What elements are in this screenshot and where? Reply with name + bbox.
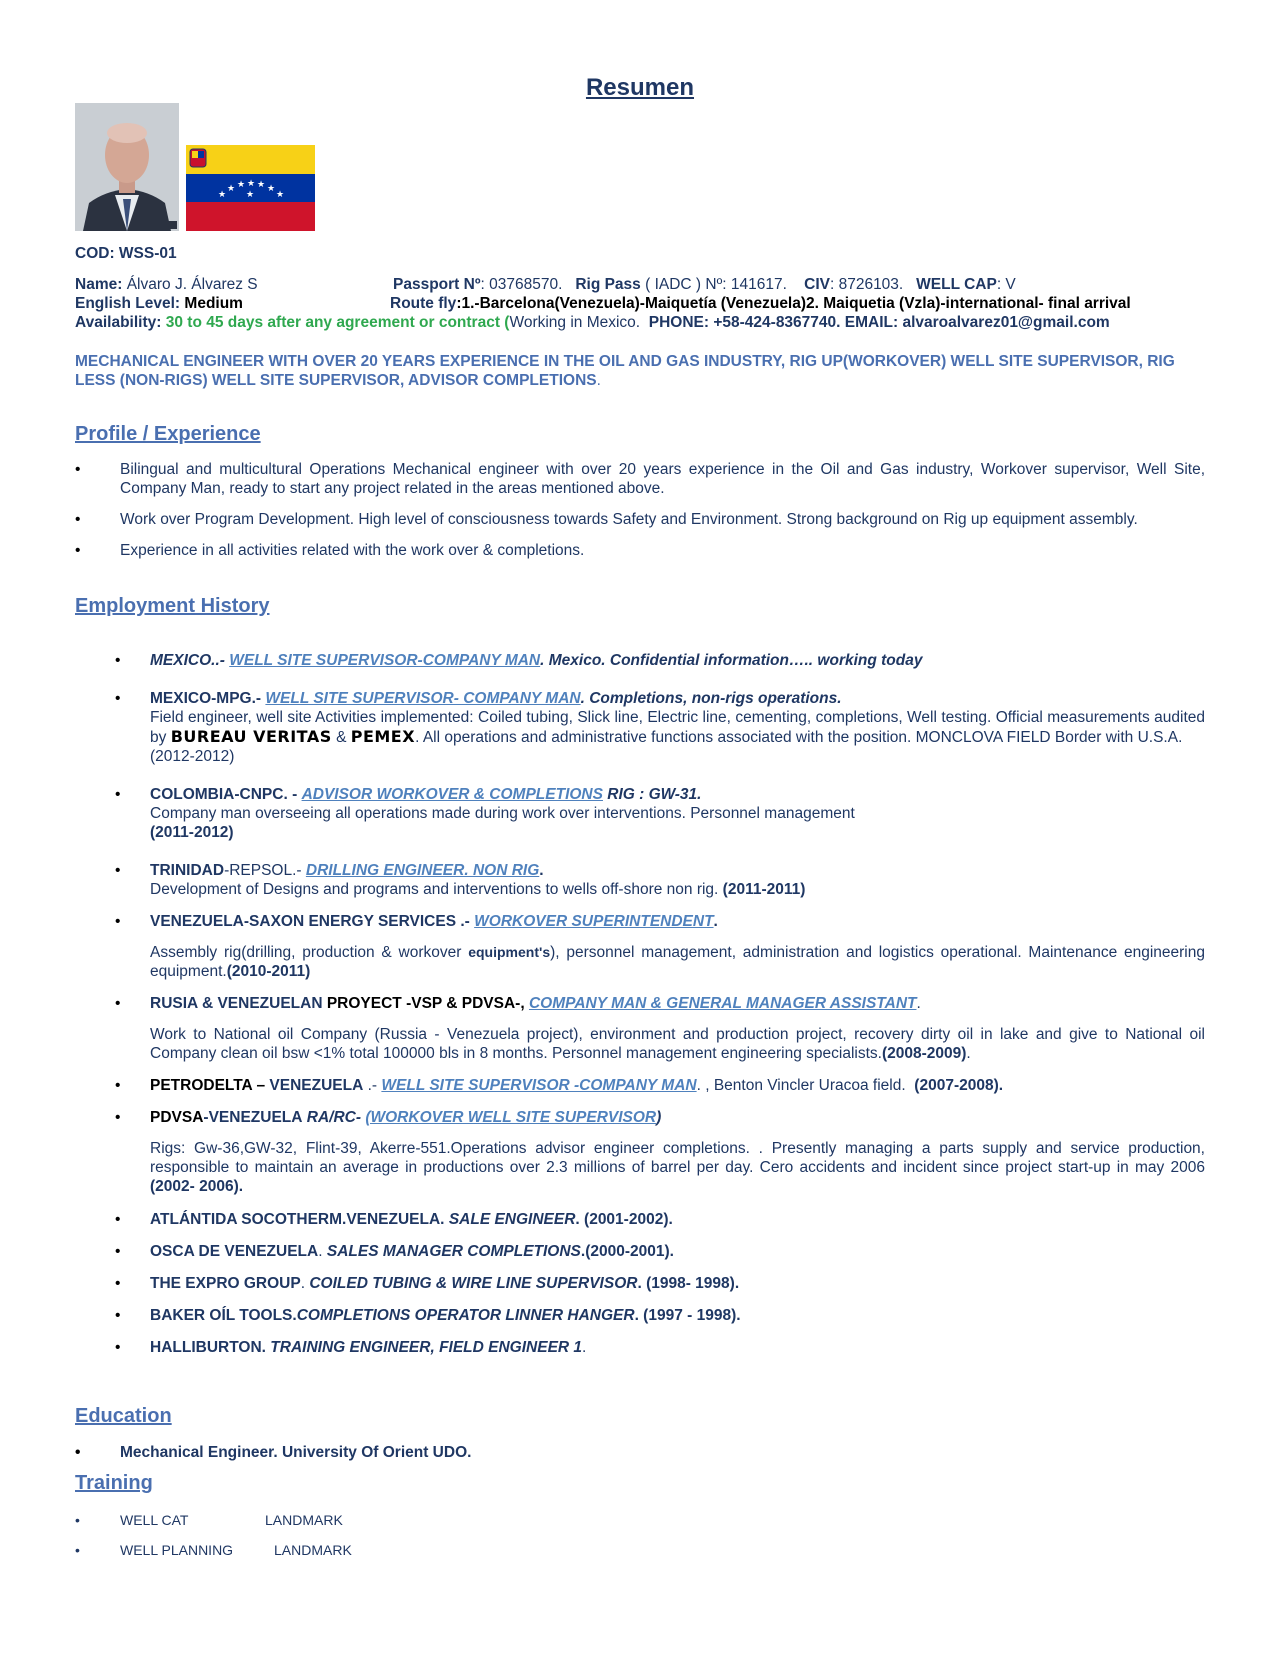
- english-line: English Level: Medium: [75, 295, 243, 312]
- education-heading: Education: [75, 1405, 172, 1427]
- job-entry: • MEXICO..- WELL SITE SUPERVISOR-COMPANY MAN. Mexico. Confidential information….. working today: [115, 651, 1205, 670]
- route-line: Route fly:1.-Barcelona(Venezuela)-Maiquetía (Venezuela)2. Maiquetia (Vzla)-international- final arrival: [390, 295, 1131, 312]
- job-title-link[interactable]: (WORKOVER WELL SITE SUPERVISOR: [365, 1109, 657, 1126]
- profile-heading: Profile / Experience: [75, 423, 261, 445]
- svg-text:★: ★: [247, 179, 256, 189]
- education-list: [75, 1443, 1205, 1462]
- job-entry: • THE EXPRO GROUP. COILED TUBING & WIRE LINE SUPERVISOR. (1998- 1998).: [115, 1274, 1205, 1293]
- svg-text:★: ★: [218, 190, 227, 200]
- svg-text:★: ★: [257, 180, 266, 190]
- job-entry: • PDVSA-VENEZUELA RA/RC- (WORKOVER WELL SITE SUPERVISOR) Rigs: Gw-36,GW-32, Flint-39, Akerre-551.Operations advisor engineer completions. . Presently managing a parts supply and service production, responsible to maintain an average in productions over 2.3 millions of barrel per day. Cero accidents and incident since project start-up in may 2006 (2002- 2006).: [115, 1108, 1205, 1196]
- svg-text:★: ★: [267, 184, 276, 194]
- profile-photo: [75, 103, 179, 231]
- name-value: Álvaro J. Álvarez S: [126, 276, 258, 293]
- job-title-link[interactable]: ADVISOR WORKOVER & COMPLETIONS: [301, 786, 603, 803]
- job-title-link[interactable]: WORKOVER SUPERINTENDENT: [474, 913, 714, 930]
- job-entry: • BAKER OÍL TOOLS.COMPLETIONS OPERATOR LINNER HANGER. (1997 - 1998).: [115, 1306, 1205, 1325]
- name-label: Name:: [75, 276, 123, 293]
- person-portrait-icon: [75, 103, 179, 231]
- employment-list: [115, 651, 1205, 1357]
- list-item: • Bilingual and multicultural Operations Mechanical engineer with over 20 years experience in the Oil and Gas industry, Workover supervisor, Well Site, Company Man, ready to start any project related in the areas mentioned above.: [75, 460, 1205, 498]
- training-heading: Training: [75, 1472, 153, 1494]
- job-entry: • PETRODELTA – VENEZUELA .- WELL SITE SUPERVISOR -COMPANY MAN. , Benton Vincler Uracoa field. (2007-2008).: [115, 1076, 1205, 1095]
- resume-page: Resumen ★ ★ ★ ★ ★ ★ ★ ★ COD: WSS-01 Name: Álvaro J. Álvarez S Passport Nº: 03768570. Rig Pass ( IADC ) Nº: 141617. CIV: 8726103. WELL CAP: V English Level: Medium Route fly:1.-Barcelona(Venezuela)-Maiquetía (Venezuela)2. Maiquetia (Vzla)-international- final arrival Availability: 30 to 45 days after any agreement or contract (Working in Mexico. PHONE: +58-424-8367740. EMAIL: alvaroalvarez01@gmail.com MECHANICAL ENGINEER WITH OVER 20 YEARS EXPERIENCE IN THE OIL AND GAS INDUSTRY, RIG UP(WORKOVER) WELL SITE SUPERVISOR, RIG LESS (NON-RIGS) WELL SITE SUPERVISOR, ADVISOR COMPLETIONS. Profile / Experience • Bilingual and multicultural Operations Mechanical engineer with over 20 years experience in the Oil and Gas industry, Workover supervisor, Well Site, Company Man, ready to start any project related in the areas mentioned above. • Work over Program Development. High level of consciousness towards Safety and Environment. Strong background on Rig up equipment assembly. • Experience in all activities related with the work over & completions. Employment History • MEXICO..- WELL SITE SUPERVISOR-COMPANY MAN. Mexico. Confidential information….. working today • MEXICO-MPG.- WELL SITE SUPERVISOR- COMPANY MAN. Completions, non-rigs operations. Field engineer, well site Activities implemented: Coiled tubing, Slick line, Electric line, cementing, completions, Well testing. Official measurements audited by BUREAU VERITAS & PEMEX. All operations and administrative functions associated with the position. MONCLOVA FIELD Border with U.S.A. (2012-2012) • COLOMBIA-CNPC. - ADVISOR WORKOVER & COMPLETIONS RIG : GW-31. Company man overseeing all operations made during work over interventions. Personnel management (2011-2012) • TRINIDAD-REPSOL.- DRILLING ENGINEER. NON RIG. Development of Designs and programs and interventions to wells off-shore non rig. (2011-2011) • VENEZUELA-SAXON ENERGY SERVICES .- WORKOVER SUPERINTENDENT. Assembly rig(drilling, production & workover equipment's), personnel management, administration and logistics operational. Maintenance engineering equipment.(2010-2011) • RUSIA & VENEZUELAN PROYECT -VSP & PDVSA-, COMPANY MAN & GENERAL MANAGER ASSISTANT. Work to National oil Company (Russia - Venezuela project), environment and production project, recovery dirty oil in lake and give to National oil Company clean oil bsw <1% total 100000 bls in 8 months. Personnel management engineering specialists.(2008-2009). • PETRODELTA – VENEZUELA .- WELL SITE SUPERVISOR -COMPANY MAN. , Benton Vincler Uracoa field. (2007-2008). • PDVSA-VENEZUELA RA/RC- (WORKOVER WELL SITE SUPERVISOR) Rigs: Gw-36,GW-32, Flint-39, Akerre-551.Operations advisor engineer completions. . Presently managing a parts supply and service production, responsible to maintain an average in productions over 2.3 millions of barrel per day. Cero accidents and incident since project start-up in may 2006 (2002- 2006). • ATLÁNTIDA SOCOTHERM.VENEZUELA. SALE ENGINEER. (2001-2002). • OSCA DE VENEZUELA. SALES MANAGER COMPLETIONS.(2000-2001). • THE EXPRO GROUP. COILED TUBING & WIRE LINE SUPERVISOR. (1998- 1998). • BAKER OÍL TOOLS.COMPLETIONS OPERATOR LINNER HANGER. (1997 - 1998). • HALLIBURTON. TRAINING ENGINEER, FIELD ENGINEER 1. Education • Mechanical Engineer. University Of Orient UDO. Training • WELL CAT LANDMARK • WELL PLANNING LANDMARK: [0, 0, 1280, 1656]
- job-entry: • OSCA DE VENEZUELA. SALES MANAGER COMPLETIONS.(2000-2001).: [115, 1242, 1205, 1261]
- list-item: • Experience in all activities related with the work over & completions.: [75, 541, 1205, 560]
- job-entry: • COLOMBIA-CNPC. - ADVISOR WORKOVER & COMPLETIONS RIG : GW-31. Company man overseeing all operations made during work over interventions. Personnel management (2011-2012): [115, 785, 1205, 842]
- job-entry: • RUSIA & VENEZUELAN PROYECT -VSP & PDVSA-, COMPANY MAN & GENERAL MANAGER ASSISTANT. Work to National oil Company (Russia - Venezuela project), environment and production project, recovery dirty oil in lake and give to National oil Company clean oil bsw <1% total 100000 bls in 8 months. Personnel management engineering specialists.(2008-2009).: [115, 994, 1205, 1063]
- cod-line: COD: WSS-01: [75, 245, 177, 262]
- job-entry: • MEXICO-MPG.- WELL SITE SUPERVISOR- COMPANY MAN. Completions, non-rigs operations. Field engineer, well site Activities implemented: Coiled tubing, Slick line, Electric line, cementing, completions, Well testing. Official measurements audited by BUREAU VERITAS & PEMEX. All operations and administrative functions associated with the position. MONCLOVA FIELD Border with U.S.A. (2012-2012): [115, 689, 1205, 766]
- svg-text:★: ★: [227, 184, 236, 194]
- profile-list: [75, 460, 1205, 560]
- job-entry: • ATLÁNTIDA SOCOTHERM.VENEZUELA. SALE ENGINEER. (2001-2002).: [115, 1210, 1205, 1229]
- job-entry: • VENEZUELA-SAXON ENERGY SERVICES .- WORKOVER SUPERINTENDENT. Assembly rig(drilling, production & workover equipment's), personnel management, administration and logistics operational. Maintenance engineering equipment.(2010-2011): [115, 912, 1205, 981]
- job-title-link[interactable]: WELL SITE SUPERVISOR -COMPANY MAN: [381, 1077, 697, 1094]
- job-title-link[interactable]: DRILLING ENGINEER. NON RIG: [305, 862, 540, 879]
- list-item: • Work over Program Development. High level of consciousness towards Safety and Environment. Strong background on Rig up equipment assembly.: [75, 510, 1205, 529]
- ids-line: Passport Nº: 03768570. Rig Pass ( IADC ) Nº: 141617. CIV: 8726103. WELL CAP: V: [393, 276, 1016, 293]
- list-item: • Mechanical Engineer. University Of Orient UDO.: [75, 1443, 1205, 1462]
- page-title: Resumen: [585, 74, 695, 101]
- job-title-link[interactable]: WELL SITE SUPERVISOR- COMPANY MAN: [265, 690, 581, 707]
- svg-text:★: ★: [276, 190, 285, 200]
- summary-statement: MECHANICAL ENGINEER WITH OVER 20 YEARS EXPERIENCE IN THE OIL AND GAS INDUSTRY, RIG UP(WORKOVER) WELL SITE SUPERVISOR, RIG LESS (NON-RIGS) WELL SITE SUPERVISOR, ADVISOR COMPLETIONS.: [75, 353, 1175, 389]
- employment-heading: Employment History: [75, 595, 270, 617]
- flag-icon: [186, 145, 315, 231]
- job-title-link[interactable]: WELL SITE SUPERVISOR-COMPANY MAN: [229, 652, 541, 669]
- availability-line: Availability: 30 to 45 days after any agreement or contract (Working in Mexico. PHONE: +58-424-8367740. EMAIL: alvaroalvarez01@gmail.com: [75, 314, 1110, 331]
- job-entry: • HALLIBURTON. TRAINING ENGINEER, FIELD ENGINEER 1.: [115, 1338, 1205, 1357]
- venezuela-flag: [186, 145, 315, 231]
- job-entry: • TRINIDAD-REPSOL.- DRILLING ENGINEER. NON RIG. Development of Designs and programs and interventions to wells off-shore non rig. (2011-2011): [115, 861, 1205, 899]
- job-title-link[interactable]: COMPANY MAN & GENERAL MANAGER ASSISTANT: [528, 995, 917, 1012]
- name-line: [75, 275, 258, 294]
- svg-text:★: ★: [237, 180, 246, 190]
- svg-text:★: ★: [246, 190, 255, 200]
